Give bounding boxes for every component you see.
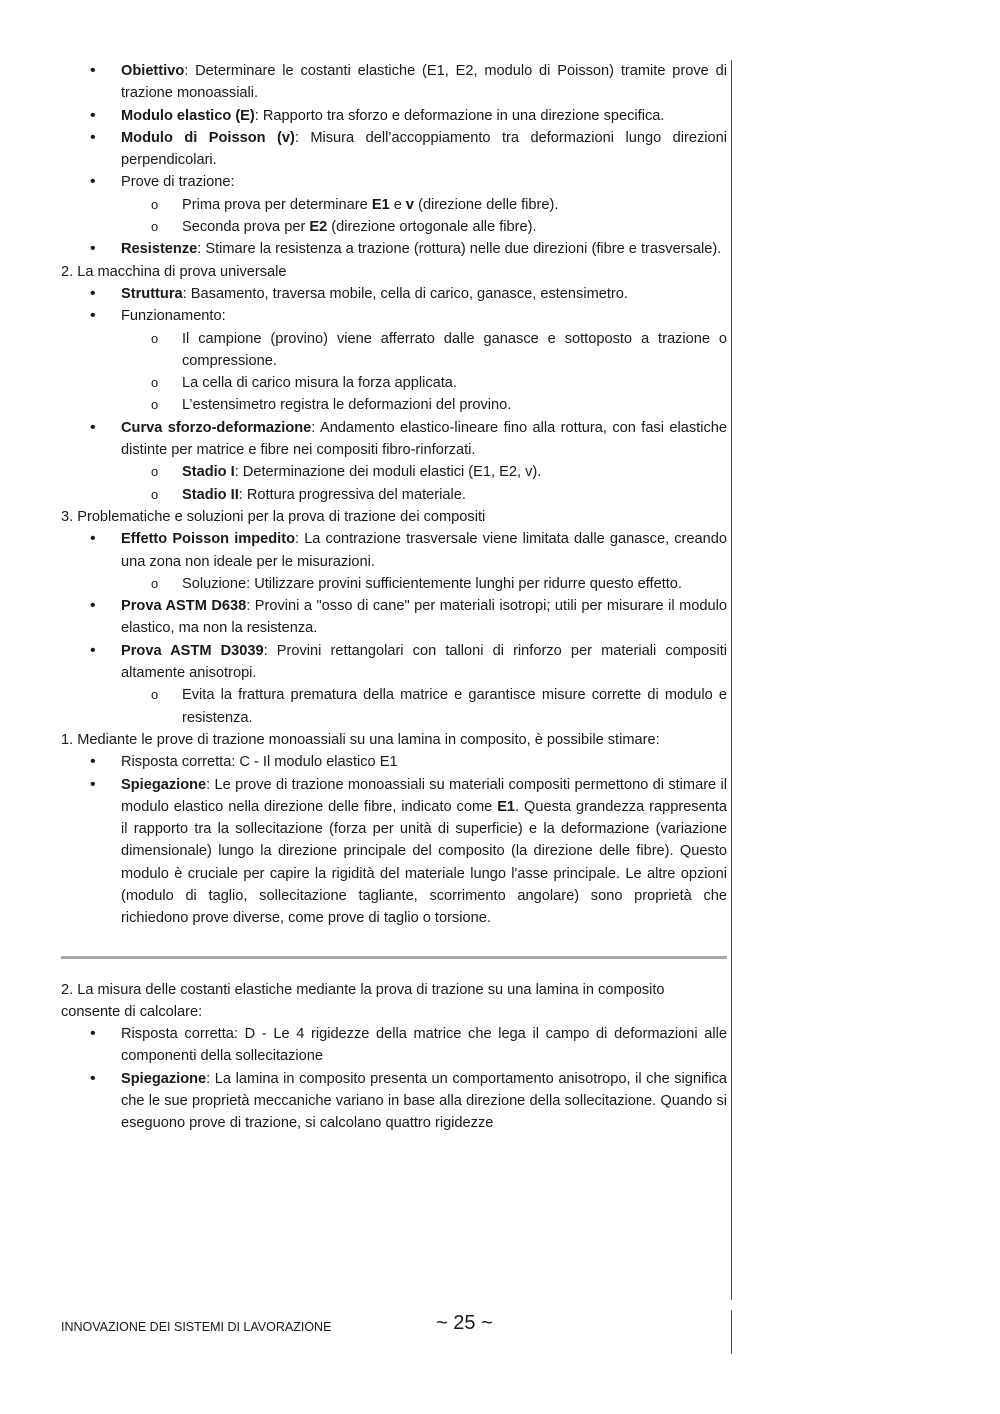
list-item: • Funzionamento: [61,305,727,327]
list-item: • Modulo elastico (E): Rapporto tra sforzo e deformazione in una direzione specifica. [61,105,727,127]
list-item: • Curva sforzo-deformazione: Andamento elastico-lineare fino alla rottura, con fasi elastiche distinte per matrice e fibre nei compositi fibro-rinforzati. [61,417,727,462]
list-item: • Struttura: Basamento, traversa mobile, cella di carico, ganasce, estensimetro. [61,283,727,305]
sub-list-item: o La cella di carico misura la forza applicata. [61,372,727,394]
machine-list [61,283,727,506]
answer-2-list [61,1023,727,1134]
section-heading: 3. Problematiche e soluzioni per la prova di trazione dei compositi [61,508,486,525]
question-2: 2. La misura delle costanti elastiche mediante la prova di trazione su una lamina in composito consente di calcolare: [61,981,665,1020]
list-item: • Resistenze: Stimare la resistenza a trazione (rottura) nelle due direzioni (fibre e trasversale). [61,238,727,260]
objectives-list [61,60,727,261]
footer-course-title: INNOVAZIONE DEI SISTEMI DI LAVORAZIONE [61,1320,332,1334]
list-item: • Prova ASTM D3039: Provini rettangolari con talloni di rinforzo per materiali compositi altamente anisotropi. [61,640,727,685]
sub-list-item: o Stadio II: Rottura progressiva del materiale. [61,484,727,506]
sub-list-item: o Stadio I: Determinazione dei moduli elastici (E1, E2, v). [61,461,727,483]
question-1: 1. Mediante le prove di trazione monoassiali su una lamina in composito, è possibile stimare: [61,731,660,748]
footer-margin-rule [731,1310,732,1354]
list-item: • Modulo di Poisson (v): Misura dell’accoppiamento tra deformazioni lungo direzioni perpendicolari. [61,127,727,172]
list-item: • Spiegazione: Le prove di trazione monoassiali su materiali compositi permettono di stimare il modulo elastico nella direzione delle fibre, indicato come E1. Questa grandezza rappresenta il rapporto tra la sollecitazione (forza per unità di superficie) e la deformazione (variazione dimensionale) lungo la direzione principale del composito (la direzione delle fibre). Questo modulo è cruciale per capire la rigidità del materiale lungo l'asse principale. Le altre opzioni (modulo di taglio, sollecitazione tagliante, scorrimento angolare) sono proprietà che richiedono prove diverse, come prove di taglio o torsione. [61,774,727,930]
list-item: • Effetto Poisson impedito: La contrazione trasversale viene limitata dalle ganasce, creando una zona non ideale per le misurazioni. [61,528,727,573]
list-item: • Spiegazione: La lamina in composito presenta un comportamento anisotropo, il che significa che le sue proprietà meccaniche variano in base alla direzione della sollecitazione. Quando si eseguono prove di trazione, si calcolano quattro rigidezze [61,1068,727,1135]
sub-list-item: o Soluzione: Utilizzare provini sufficientemente lunghi per ridurre questo effetto. [61,573,727,595]
list-item: • Risposta corretta: C - Il modulo elastico E1 [61,751,727,773]
horizontal-divider [61,956,727,959]
right-margin-rule [731,60,732,1300]
sub-list-item: o Evita la frattura prematura della matrice e garantisce misure corrette di modulo e resistenza. [61,684,727,729]
sub-list-item: o Seconda prova per E2 (direzione ortogonale alle fibre). [61,216,727,238]
list-item: • Prove di trazione: [61,171,727,193]
answer-1-list [61,751,727,929]
list-item: • Risposta corretta: D - Le 4 rigidezze della matrice che lega il campo di deformazioni alle componenti della sollecitazione [61,1023,727,1068]
sub-list-item: o Prima prova per determinare E1 e v (direzione delle fibre). [61,194,727,216]
section-heading: 2. La macchina di prova universale [61,263,287,280]
page-content [61,60,727,1135]
problems-list [61,528,727,729]
page-number: ~ 25 ~ [436,1312,493,1334]
sub-list-item: o L’estensimetro registra le deformazioni del provino. [61,394,727,416]
sub-list-item: o Il campione (provino) viene afferrato dalle ganasce e sottoposto a trazione o compressione. [61,328,727,373]
list-item: • Prova ASTM D638: Provini a "osso di cane" per materiali isotropi; utili per misurare il modulo elastico, ma non la resistenza. [61,595,727,640]
list-item: • Obiettivo: Determinare le costanti elastiche (E1, E2, modulo di Poisson) tramite prove di trazione monoassiali. [61,60,727,105]
